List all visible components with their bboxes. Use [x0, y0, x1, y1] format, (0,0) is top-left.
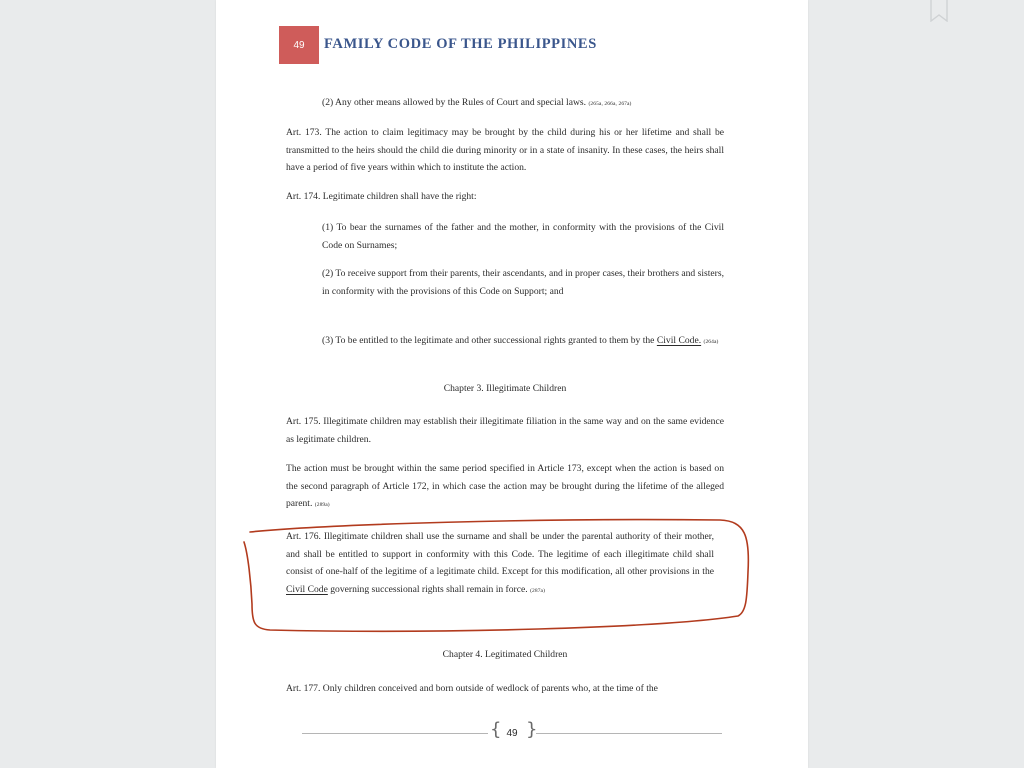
civil-code-link[interactable]: Civil Code. [656, 335, 702, 346]
article-174-item-2: (2) To receive support from their parents, their ascendants, and in proper cases, their brothers and sisters, in conformity with the provisions of this Code on Support; and [322, 268, 724, 297]
chapter-3-heading: Chapter 3. Illegitimate Children [443, 383, 567, 394]
article-173: Art. 173. The action to claim legitimacy may be brought by the child during his or her lifetime and shall be transmitted to the heirs should the child die during minority or in a state of insanity. In these cases, the heirs shall have a period of five years within which to institute the action. [286, 127, 724, 174]
article-174-item-3: (3) To be entitled to the legitimate and other successional rights granted to them by the Civil Code. (264a) [322, 335, 719, 346]
article-177: Art. 177. Only children conceived and born outside of wedlock of parents who, at the time of the [286, 683, 658, 694]
citation-ref: (289a) [314, 502, 330, 509]
bookmark-icon[interactable] [930, 0, 948, 22]
footer-page-number: 49 [506, 727, 518, 739]
book-title: FAMILY CODE OF THE PHILIPPINES [324, 36, 597, 52]
footer-divider-left [302, 733, 488, 734]
article-175: Art. 175. Illegitimate children may establish their illegitimate filiation in the same way and on the same evidence as legitimate children. [286, 416, 724, 445]
article-176: Art. 176. Illegitimate children shall use the surname and shall be under the parental authority of their mother, and shall be entitled to support in conformity with this Code. The legitime of each illegitimate child shall consist of one-half of the legitime of a legitimate child. Except for this modification, all other provisions in the Civil Code governing successional rights shall remain in force. (287a) [286, 531, 714, 595]
page-number-badge: 49 [279, 26, 319, 64]
article-175-paragraph-2: The action must be brought within the same period specified in Article 173, except when the action is based on the second paragraph of Article 172, in which case the action may be brought during the lifetime of the alleged parent. (289a) [286, 463, 724, 510]
footer-divider-right [536, 733, 722, 734]
chapter-4-heading: Chapter 4. Legitimated Children [442, 649, 568, 660]
paragraph-means: (2) Any other means allowed by the Rules of Court and special laws. (265a, 266a, 267a) [322, 97, 632, 108]
article-174-item-1: (1) To bear the surnames of the father and the mother, in conformity with the provisions of the Civil Code on Surnames; [322, 222, 724, 251]
citation-ref: (287a) [530, 587, 546, 594]
document-page [216, 0, 808, 768]
article-174: Art. 174. Legitimate children shall have the right: [286, 191, 477, 202]
civil-code-link[interactable]: Civil Code [286, 583, 328, 595]
brace-right-icon: } [526, 719, 538, 740]
citation-ref: (264a) [703, 339, 719, 345]
citation-ref: (265a, 266a, 267a) [588, 101, 632, 107]
brace-left-icon: { [490, 719, 502, 740]
